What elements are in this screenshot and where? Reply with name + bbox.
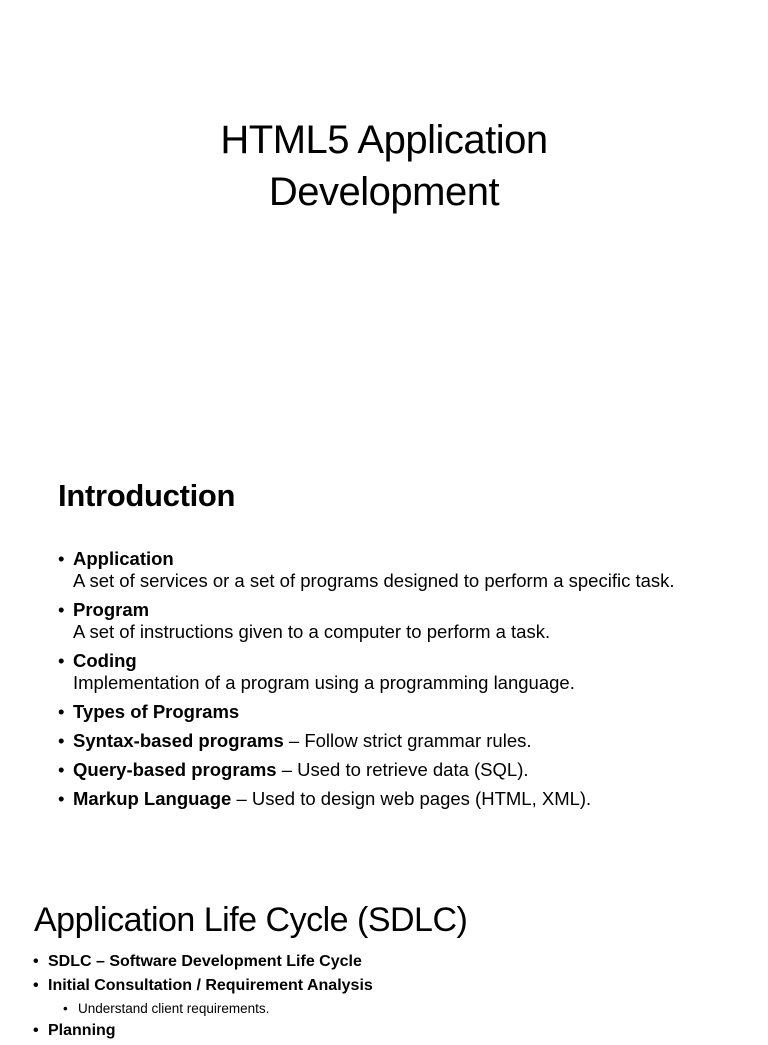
slide-heading: Introduction xyxy=(58,478,236,513)
bullet-description: – Used to design web pages (HTML, XML). xyxy=(231,788,592,809)
bullet-term: Application xyxy=(73,548,174,569)
bullet-description: – Follow strict grammar rules. xyxy=(283,730,532,751)
bullet-description: Implementation of a program using a programming language. xyxy=(73,672,575,693)
sdlc-slide xyxy=(0,882,768,1039)
title-line: Development xyxy=(268,170,500,214)
bullet-list xyxy=(56,548,716,817)
list-item xyxy=(56,788,716,810)
bullet-description: A set of instructions given to a computer to perform a task. xyxy=(73,621,551,642)
presentation-title xyxy=(0,114,768,218)
slide-heading: Application Life Cycle (SDLC) xyxy=(34,901,468,939)
list-item xyxy=(56,701,716,723)
list-item xyxy=(56,650,716,694)
list-item xyxy=(56,730,716,752)
list-item xyxy=(56,599,716,643)
list-item xyxy=(56,759,716,781)
list-item: • Planning xyxy=(32,1021,732,1041)
bullet-description: A set of services or a set of programs designed to perform a specific task. xyxy=(73,570,675,591)
list-item: • SDLC – Software Development Life Cycle xyxy=(32,952,732,972)
title-slide xyxy=(0,0,768,452)
bullet-description: – Used to retrieve data (SQL). xyxy=(276,759,529,780)
title-line: HTML5 Application xyxy=(220,118,548,162)
list-item xyxy=(56,548,716,592)
bullet-term: Program xyxy=(73,599,150,620)
bullet-term: Syntax-based programs xyxy=(73,730,284,751)
bullet-term: Coding xyxy=(73,650,137,671)
bullet-list xyxy=(32,952,732,1045)
bullet-term: Query-based programs xyxy=(73,759,277,780)
introduction-slide xyxy=(0,452,768,882)
list-item: • Initial Consultation / Requirement Analysis xyxy=(32,976,732,996)
sub-list-item: • Understand client requirements. xyxy=(62,1000,732,1017)
bullet-term: Markup Language xyxy=(73,788,232,809)
bullet-term: Types of Programs xyxy=(73,701,240,722)
